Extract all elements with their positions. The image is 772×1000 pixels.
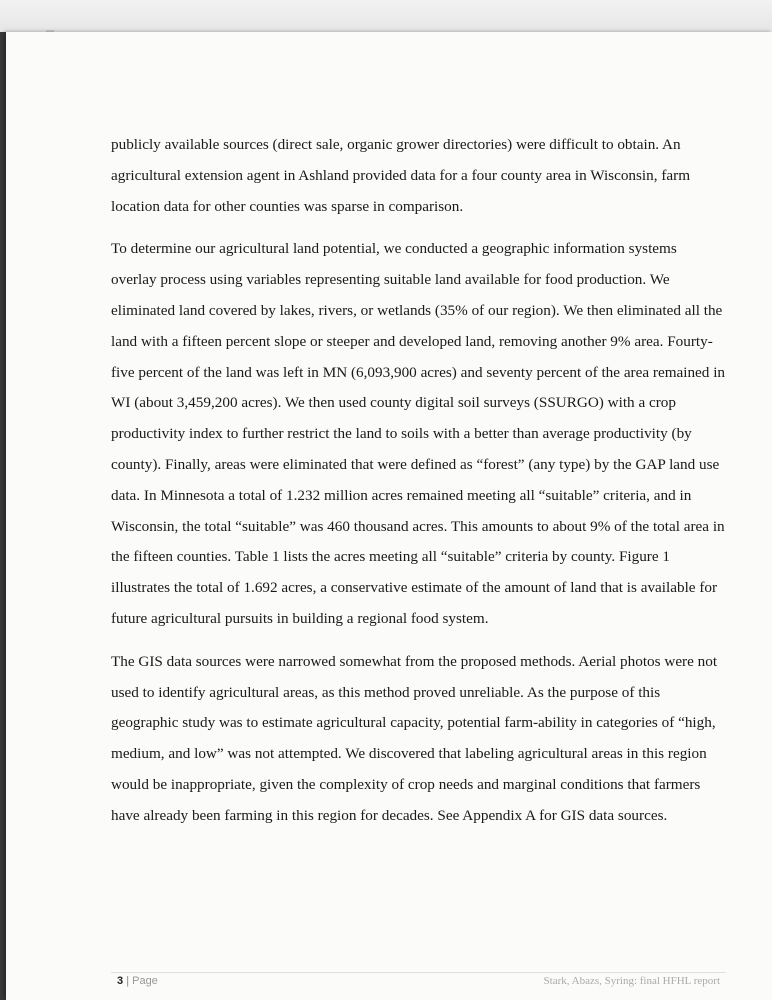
- document-body: [111, 130, 726, 844]
- paragraph-3: The GIS data sources were narrowed somewhat from the proposed methods. Aerial photos were not used to identify agricultural areas, as this method proved unreliable. As the purpose of this geographic study was to estimate agricultural capacity, potential farm-ability in categories of “high, medium, and low” was not attempted. We discovered that labeling agricultural areas in this region would be inappropriate, given the complexity of crop needs and marginal conditions that farmers have already been farming in this region for decades. See Appendix A for GIS data sources.: [111, 652, 718, 824]
- paragraph-2: To determine our agricultural land potential, we conducted a geographic information systems overlay process using variables representing suitable land available for food production. We eliminated land covered by lakes, rivers, or wetlands (35% of our region). We then eliminated all the land with a fifteen percent slope or steeper and developed land, removing another 9% area. Fourty-five percent of the land was left in MN (6,093,900 acres) and seventy percent of the area remained in WI (about 3,459,200 acres). We then used county digital soil surveys (SSURGO) with a crop productivity index to further restrict the land to soils with a better than average productivity (by county). Finally, areas were eliminated that were defined as “forest” (any type) by the GAP land use data. In Minnesota a total of 1.232 million acres remained meeting all “suitable” criteria, and in Wisconsin, the total “suitable” was 460 thousand acres. This amounts to about 9% of the total area in the fifteen counties. Table 1 lists the acres meeting all “suitable” criteria by county. Figure 1 illustrates the total of 1.692 acres, a conservative estimate of the amount of land that is available for future agricultural pursuits in building a regional food system.: [111, 240, 726, 627]
- page-separator: |: [126, 975, 130, 987]
- report-title: Stark, Abazs, Syring: final HFHL report: [543, 975, 720, 987]
- page-label: Page: [132, 975, 158, 987]
- page-number-block: [117, 975, 158, 987]
- page-number: 3: [117, 975, 124, 987]
- scan-top-edge: [0, 0, 772, 32]
- page-footer: [111, 972, 726, 995]
- paragraph-1: publicly available sources (direct sale, organic grower directories) were difficult to obtain. An agricultural extension agent in Ashland provided data for a four county area in Wisconsin, farm location data for other counties was sparse in comparison.: [111, 136, 691, 215]
